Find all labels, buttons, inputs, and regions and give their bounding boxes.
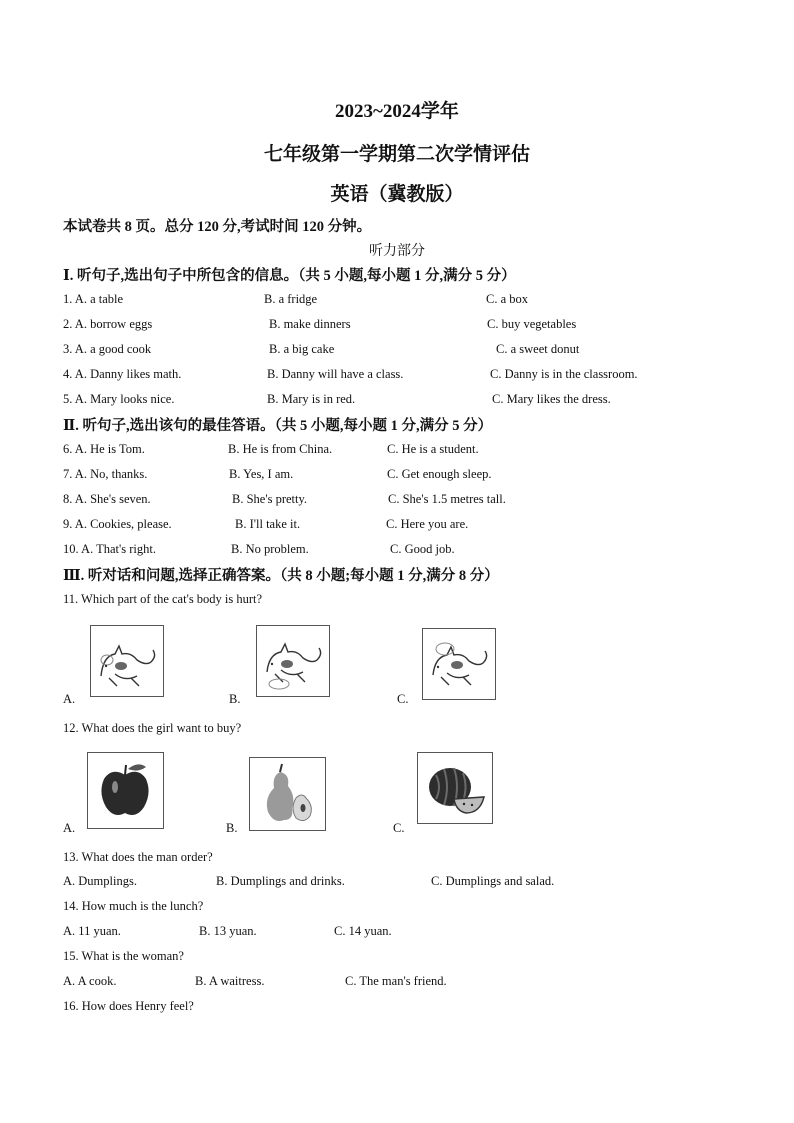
cat-icon xyxy=(257,626,329,696)
watermelon-icon xyxy=(418,753,492,823)
option-a: 4. A. Danny likes math. xyxy=(63,367,182,381)
question-11: 11. Which part of the cat's body is hurt? xyxy=(63,592,263,606)
exam-subject: 英语（冀教版） xyxy=(330,184,464,205)
apple-picture xyxy=(87,752,164,829)
option-a: 5. A. Mary looks nice. xyxy=(63,392,175,406)
q12-label-a: A. xyxy=(63,821,76,835)
question-13: 13. What does the man order? xyxy=(63,850,213,864)
option-b: B. Mary is in red. xyxy=(267,392,356,406)
option-b: B. Danny will have a class. xyxy=(267,367,404,381)
watermelon-picture xyxy=(417,752,493,824)
exam-intro: 本试卷共 8 页。总分 120 分,考试时间 120 分钟。 xyxy=(63,219,372,235)
option-a: A. A cook. xyxy=(63,974,117,988)
option-b: B. A waitress. xyxy=(195,974,265,988)
option-b: B. make dinners xyxy=(269,317,351,331)
option-b: B. a big cake xyxy=(269,342,335,356)
q11-label-b: B. xyxy=(229,692,241,706)
option-b: B. a fridge xyxy=(264,292,318,306)
option-b: B. I'll take it. xyxy=(235,517,301,531)
option-a: 6. A. He is Tom. xyxy=(63,442,145,456)
option-a: A. Dumplings. xyxy=(63,874,137,888)
section1-heading: Ⅰ. 听句子,选出句子中所包含的信息。（共 5 小题,每小题 1 分,满分 5 分） xyxy=(63,268,516,284)
q12-label-b: B. xyxy=(226,821,238,835)
option-b: B. 13 yuan. xyxy=(199,924,257,938)
exam-title: 七年级第一学期第二次学情评估 xyxy=(263,144,530,165)
option-a: 10. A. That's right. xyxy=(63,542,156,556)
pear-picture xyxy=(249,757,326,831)
option-c: C. buy vegetables xyxy=(487,317,577,331)
option-a: 9. A. Cookies, please. xyxy=(63,517,172,531)
option-c: C. The man's friend. xyxy=(345,974,447,988)
question-16: 16. How does Henry feel? xyxy=(63,999,194,1013)
option-a: A. 11 yuan. xyxy=(63,924,121,938)
option-c: C. Good job. xyxy=(390,542,455,556)
part-title: 听力部分 xyxy=(369,244,425,259)
option-a: 7. A. No, thanks. xyxy=(63,467,148,481)
cat-icon xyxy=(423,629,495,699)
option-c: C. Here you are. xyxy=(386,517,469,531)
option-c: C. 14 yuan. xyxy=(334,924,392,938)
section2-heading: Ⅱ. 听句子,选出该句的最佳答语。（共 5 小题,每小题 1 分,满分 5 分） xyxy=(63,418,493,434)
option-c: C. She's 1.5 metres tall. xyxy=(388,492,506,506)
option-a: 2. A. borrow eggs xyxy=(63,317,153,331)
option-b: B. Dumplings and drinks. xyxy=(216,874,345,888)
cat-picture-c xyxy=(422,628,496,700)
option-a: 8. A. She's seven. xyxy=(63,492,151,506)
cat-icon xyxy=(91,626,163,696)
option-b: B. He is from China. xyxy=(228,442,333,456)
option-c: C. Danny is in the classroom. xyxy=(490,367,638,381)
apple-icon xyxy=(88,753,163,828)
pear-icon xyxy=(250,758,325,830)
q11-label-a: A. xyxy=(63,692,76,706)
option-c: C. Mary likes the dress. xyxy=(492,392,611,406)
cat-picture-b xyxy=(256,625,330,697)
q12-label-c: C. xyxy=(393,821,405,835)
q11-label-c: C. xyxy=(397,692,409,706)
option-b: B. No problem. xyxy=(231,542,309,556)
exam-year: 2023~2024学年 xyxy=(335,101,459,122)
option-c: C. Get enough sleep. xyxy=(387,467,492,481)
option-a: 1. A. a table xyxy=(63,292,124,306)
cat-picture-a xyxy=(90,625,164,697)
option-b: B. She's pretty. xyxy=(232,492,308,506)
option-c: C. Dumplings and salad. xyxy=(431,874,555,888)
section3-heading: Ⅲ. 听对话和问题,选择正确答案。（共 8 小题;每小题 1 分,满分 8 分） xyxy=(63,568,499,584)
option-c: C. a sweet donut xyxy=(496,342,580,356)
question-12: 12. What does the girl want to buy? xyxy=(63,721,242,735)
option-b: B. Yes, I am. xyxy=(229,467,294,481)
option-a: 3. A. a good cook xyxy=(63,342,152,356)
option-c: C. He is a student. xyxy=(387,442,479,456)
question-15: 15. What is the woman? xyxy=(63,949,184,963)
question-14: 14. How much is the lunch? xyxy=(63,899,204,913)
option-c: C. a box xyxy=(486,292,529,306)
